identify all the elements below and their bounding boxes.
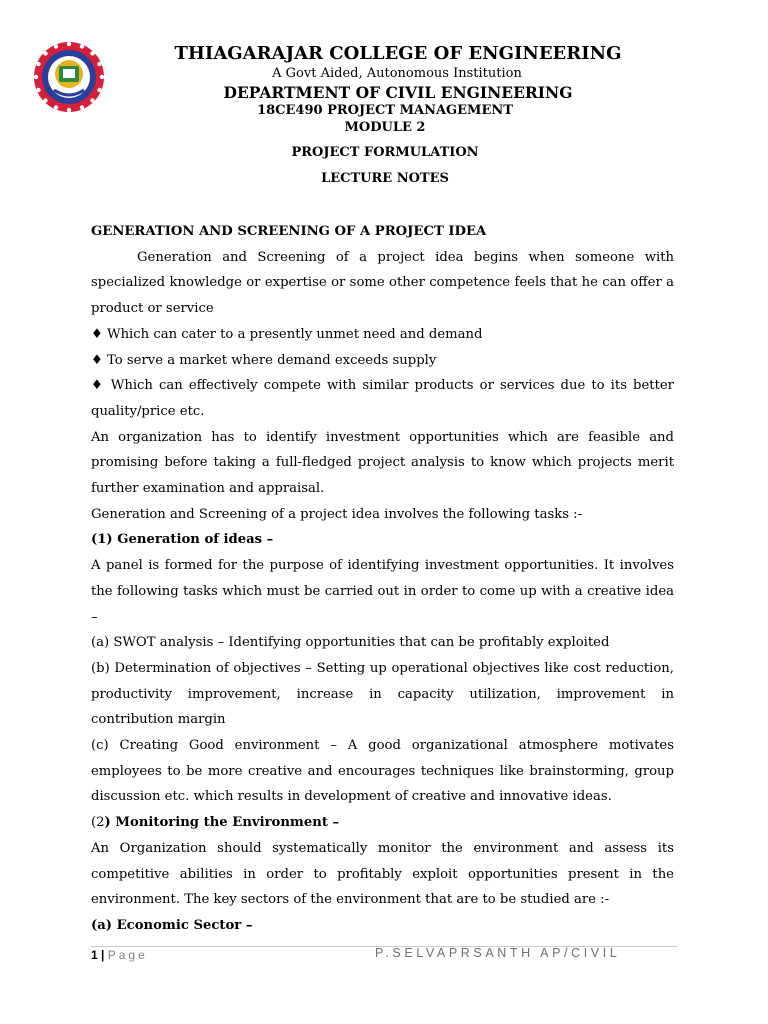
bullet-item: ♦ Which can cater to a presently unmet need and demand xyxy=(91,326,483,342)
department-name: DEPARTMENT OF CIVIL ENGINEERING xyxy=(223,83,573,102)
college-name: THIAGARAJAR COLLEGE OF ENGINEERING xyxy=(174,43,622,64)
topic-title: PROJECT FORMULATION xyxy=(291,145,479,160)
intro-paragraph: Generation and Screening of a project idea begins when someone with specialized knowledge or expertise or some other competence feels that he can offer a product or service xyxy=(91,249,674,317)
economic-sector-heading: (a) Economic Sector – xyxy=(91,917,253,933)
item-objectives: (b) Determination of objectives – Setting up operational objectives like cost reduction, productivity improvement, increase in capacity utilization, improvement in contribution margin xyxy=(91,660,674,728)
monitoring-heading xyxy=(91,810,674,836)
module-title: MODULE 2 xyxy=(344,120,426,135)
page-separator: | xyxy=(97,948,108,962)
item-swot: (a) SWOT analysis – Identifying opportunities that can be profitably exploited xyxy=(91,635,610,651)
monitoring-paragraph: An Organization should systematically monitor the environment and assess its competitive abilities in order to profitably exploit opportunities present in the environment. The key sectors of the environment that are to be studied are :- xyxy=(91,840,674,908)
monitoring-label: ) Monitoring the Environment – xyxy=(104,815,340,831)
author-footer: P.SELVAPRSANTH AP/CIVIL xyxy=(375,946,621,960)
panel-paragraph: A panel is formed for the purpose of identifying investment opportunities. It involves the following tasks which must be carried out in order to come up with a creative idea – xyxy=(91,558,674,625)
college-subtitle: A Govt Aided, Autonomous Institution xyxy=(272,66,522,81)
document-body xyxy=(91,219,674,939)
page-number-footer xyxy=(91,948,148,962)
bullet-item: ♦ To serve a market where demand exceeds supply xyxy=(91,352,437,368)
section-heading: GENERATION AND SCREENING OF A PROJECT IDEA xyxy=(91,224,487,239)
tasks-paragraph: Generation and Screening of a project idea involves the following tasks :- xyxy=(91,506,583,522)
bullet-item: ♦ Which can effectively compete with similar products or services due to its better quality/price etc. xyxy=(91,378,674,419)
item-environment: (c) Creating Good environment – A good organizational atmosphere motivates employees to be more creative and encourages techniques like brainstorming, group discussion etc. which results in development of creative and innovative ideas. xyxy=(91,738,674,805)
ideas-heading: (1) Generation of ideas – xyxy=(91,532,274,548)
monitoring-number: (2 xyxy=(91,815,105,831)
page-number: 1 xyxy=(91,948,98,962)
organization-paragraph: An organization has to identify investment opportunities which are feasible and promising before taking a full-fledged project analysis to know which projects merit further examination and appraisal. xyxy=(91,429,674,497)
course-title: 18CE490 PROJECT MANAGEMENT xyxy=(257,103,513,118)
page-label: Page xyxy=(107,948,148,962)
notes-title: LECTURE NOTES xyxy=(321,171,449,186)
